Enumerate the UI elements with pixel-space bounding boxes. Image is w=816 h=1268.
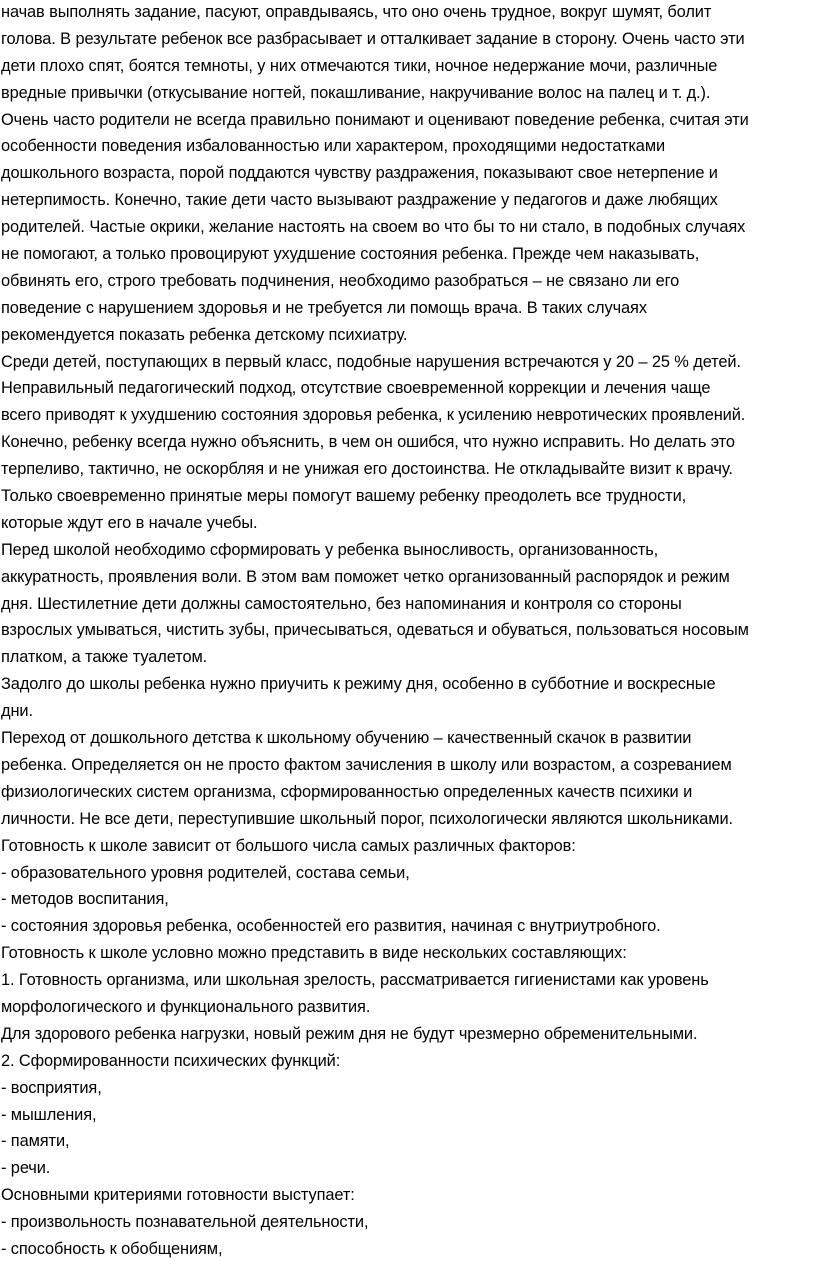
text-line: - состояния здоровья ребенка, особенностей его развития, начиная с внутриутробного. <box>1 917 661 936</box>
text-line: Очень часто родители не всегда правильно понимают и оценивают поведение ребенка, считая эти <box>1 110 749 129</box>
text-line: нетерпимость. Конечно, такие дети часто вызывают раздражение у педагогов и даже любящих <box>1 191 718 210</box>
text-line: особенности поведения избалованностью или характером, проходящими недостатками <box>1 137 666 156</box>
text-line: Готовность к школе зависит от большого числа самых различных факторов: <box>1 836 576 855</box>
text-line: дни. <box>1 702 33 721</box>
text-line: Переход от дошкольного детства к школьному обучению – качественный скачок в развитии <box>1 729 692 748</box>
text-line: - речи. <box>1 1159 51 1178</box>
text-line: терпеливо, тактично, не оскорбляя и не унижая его достоинства. Не откладывайте визит к врачу. <box>1 460 733 479</box>
text-line: Только своевременно принятые меры помогут вашему ребенку преодолеть все трудности, <box>1 487 687 506</box>
text-line: обвинять его, строго требовать подчинения, необходимо разобраться – не связано ли его <box>1 271 680 290</box>
text-line: не помогают, а только провоцируют ухудшение состояния ребенка. Прежде чем наказывать, <box>1 245 700 264</box>
text-line: поведение с нарушением здоровья и не требуется ли помощь врача. В таких случаях <box>1 298 647 317</box>
text-line: которые ждут его в начале учебы. <box>1 513 258 532</box>
text-line: - способность к обобщениям, <box>1 1239 223 1258</box>
text-line: 1. Готовность организма, или школьная зрелость, рассматривается гигиенистами как уровень <box>1 971 709 990</box>
document-body <box>1 0 816 1263</box>
text-line: Готовность к школе условно можно представить в виде нескольких составляющих: <box>1 944 627 963</box>
text-line: платком, а также туалетом. <box>1 648 208 667</box>
text-line: - восприятия, <box>1 1078 102 1097</box>
text-line: вредные привычки (откусывание ногтей, покашливание, накручивание волос на палец и т. д.). <box>1 83 711 102</box>
text-line: морфологического и функционального развития. <box>1 997 371 1016</box>
text-line: родителей. Частые окрики, желание настоять на своем во что бы то ни стало, в подобных случаях <box>1 218 746 237</box>
text-line: ребенка. Определяется он не просто фактом зачисления в школу или возрастом, а созреванием <box>1 755 732 774</box>
text-line: голова. В результате ребенок все разбрасывает и отталкивает задание в сторону. Очень часто эти <box>1 29 745 48</box>
text-line: аккуратность, проявления воли. В этом вам поможет четко организованный распорядок и режим <box>1 567 730 586</box>
text-line: Для здорового ребенка нагрузки, новый режим дня не будут чрезмерно обременительными. <box>1 1024 698 1043</box>
text-line: рекомендуется показать ребенка детскому психиатру. <box>1 325 408 344</box>
text-line: дня. Шестилетние дети должны самостоятельно, без напоминания и контроля со стороны <box>1 594 682 613</box>
text-line: дошкольного возраста, порой поддаются чувству раздражения, показывают свое нетерпение и <box>1 164 718 183</box>
text-line: всего приводят к ухудшению состояния здоровья ребенка, к усилению невротических проявлений. <box>1 406 746 425</box>
text-line: - мышления, <box>1 1105 97 1124</box>
text-line: Задолго до школы ребенка нужно приучить к режиму дня, особенно в субботние и воскресные <box>1 675 716 694</box>
text-line: личности. Не все дети, переступившие школьный порог, психологически являются школьниками. <box>1 809 733 828</box>
text-line: - памяти, <box>1 1132 70 1151</box>
text-line: 2. Сформированности психических функций: <box>1 1051 341 1070</box>
text-line: Перед школой необходимо сформировать у ребенка выносливость, организованность, <box>1 540 659 559</box>
text-line: взрослых умываться, чистить зубы, причесываться, одеваться и обуваться, пользоваться носовым <box>1 621 749 640</box>
text-line: дети плохо спят, боятся темноты, у них отмечаются тики, ночное недержание мочи, различные <box>1 56 718 75</box>
text-line: - произвольность познавательной деятельности, <box>1 1213 369 1232</box>
text-line: Основными критериями готовности выступает: <box>1 1186 355 1205</box>
text-line: - образовательного уровня родителей, состава семьи, <box>1 863 410 882</box>
text-line: физиологических систем организма, сформированностью определенных качеств психики и <box>1 782 693 801</box>
text-line: Конечно, ребенку всегда нужно объяснить, в чем он ошибся, что нужно исправить. Но делать это <box>1 433 735 452</box>
text-line: - методов воспитания, <box>1 890 169 909</box>
text-line: начав выполнять задание, пасуют, оправдываясь, что оно очень трудное, вокруг шумят, болит <box>1 3 712 21</box>
text-line: Неправильный педагогический подход, отсутствие своевременной коррекции и лечения чаще <box>1 379 711 398</box>
text-line: Среди детей, поступающих в первый класс, подобные нарушения встречаются у 20 – 25 % детей. <box>1 352 741 371</box>
